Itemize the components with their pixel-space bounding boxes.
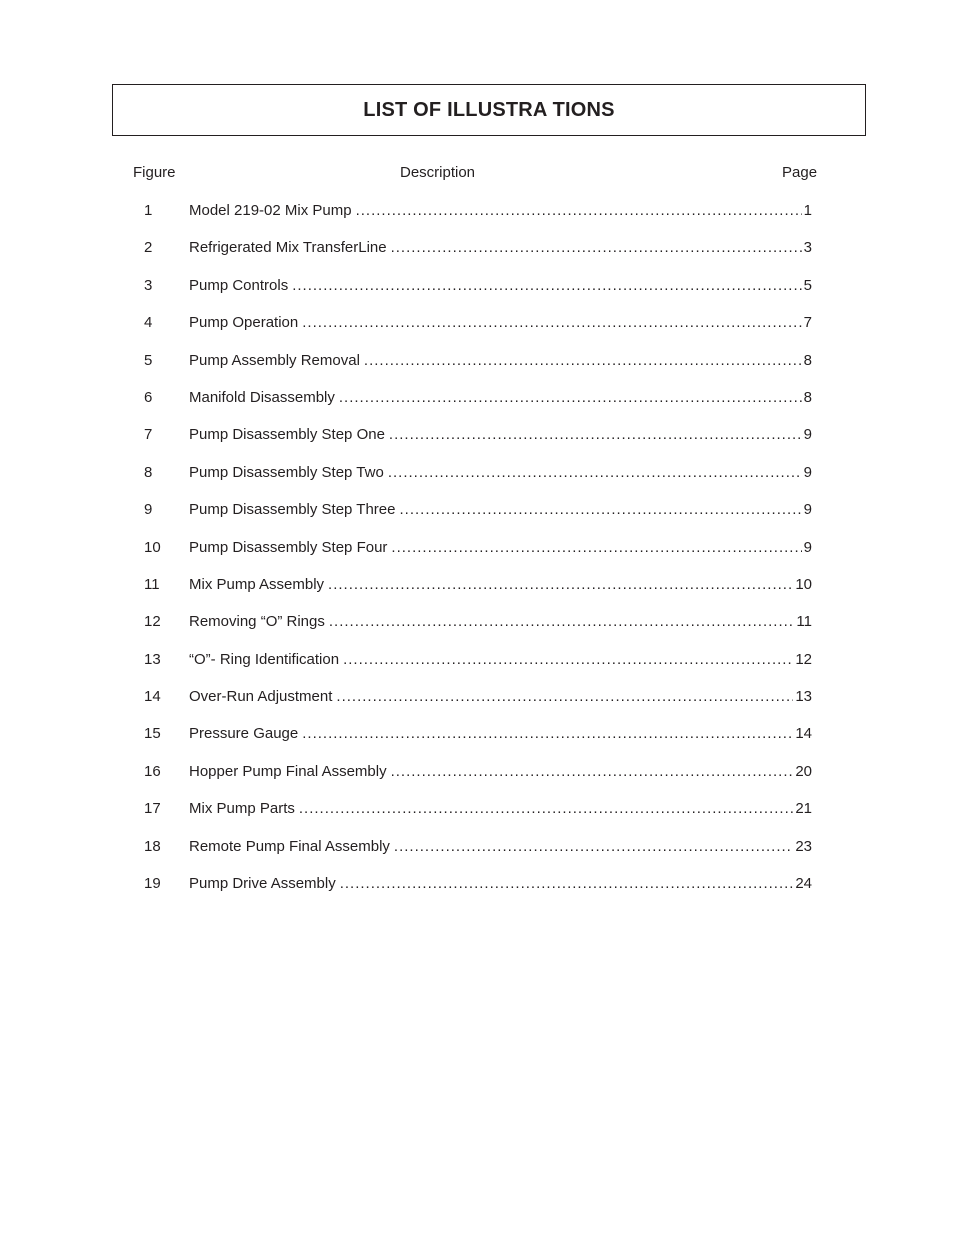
page-number: 7 bbox=[803, 314, 812, 332]
page-number: 5 bbox=[803, 276, 812, 294]
figure-description: Removing “O” Rings bbox=[189, 613, 325, 631]
figure-number: 8 bbox=[144, 463, 153, 481]
column-header-description: Description bbox=[400, 164, 476, 181]
page-number: 8 bbox=[803, 351, 812, 369]
figure-description: Mix Pump Parts bbox=[189, 800, 295, 818]
entry-line bbox=[189, 425, 812, 445]
figure-number: 15 bbox=[144, 725, 161, 743]
dot-leader bbox=[302, 313, 801, 333]
dot-leader bbox=[399, 500, 801, 520]
entry-line bbox=[189, 313, 812, 333]
figure-number: 12 bbox=[144, 613, 161, 631]
figure-number: 11 bbox=[144, 575, 160, 593]
dot-leader bbox=[391, 538, 801, 558]
figure-number: 13 bbox=[144, 650, 161, 668]
entry-line bbox=[189, 463, 812, 483]
dot-leader bbox=[391, 762, 794, 782]
entry-line bbox=[189, 538, 812, 558]
figure-number: 17 bbox=[144, 800, 161, 818]
page-number: 23 bbox=[795, 837, 812, 855]
list-item bbox=[0, 538, 954, 575]
dot-leader bbox=[328, 575, 793, 595]
list-item bbox=[0, 650, 954, 687]
list-item bbox=[0, 238, 954, 275]
page-number: 14 bbox=[795, 725, 812, 743]
figure-number: 18 bbox=[144, 837, 161, 855]
page-number: 21 bbox=[795, 800, 812, 818]
figure-description: Model 219-02 Mix Pump bbox=[189, 202, 352, 219]
dot-leader bbox=[299, 799, 793, 819]
page-number: 9 bbox=[803, 538, 812, 556]
list-item bbox=[0, 575, 954, 612]
figure-description: Pressure Gauge bbox=[189, 725, 299, 743]
list-item bbox=[0, 313, 954, 350]
list-item bbox=[0, 724, 954, 761]
illustration-list bbox=[0, 201, 954, 911]
dot-leader bbox=[391, 238, 802, 258]
dot-leader bbox=[302, 724, 793, 744]
figure-number: 5 bbox=[144, 351, 153, 369]
entry-line bbox=[189, 650, 812, 670]
entry-line bbox=[189, 837, 812, 857]
figure-number: 14 bbox=[144, 688, 161, 706]
list-item bbox=[0, 687, 954, 724]
page-number: 1 bbox=[803, 202, 812, 219]
entry-line bbox=[189, 762, 812, 782]
dot-leader bbox=[343, 650, 793, 670]
figure-number: 19 bbox=[144, 875, 161, 893]
dot-leader bbox=[364, 351, 802, 371]
entry-line bbox=[189, 724, 812, 744]
entry-line bbox=[189, 351, 812, 371]
figure-description: Pump Controls bbox=[189, 276, 289, 294]
list-item bbox=[0, 612, 954, 649]
figure-number: 16 bbox=[144, 762, 161, 780]
figure-description: Refrigerated Mix TransferLine bbox=[189, 239, 387, 257]
page-number: 20 bbox=[795, 762, 812, 780]
figure-number: 7 bbox=[144, 426, 153, 444]
entry-line bbox=[189, 276, 812, 296]
figure-description: Hopper Pump Final Assembly bbox=[189, 762, 387, 780]
figure-description: Over-Run Adjustment bbox=[189, 688, 333, 706]
page-number: 9 bbox=[803, 501, 812, 519]
entry-line bbox=[189, 687, 812, 707]
figure-description: Pump Disassembly Step Four bbox=[189, 538, 388, 556]
entry-line bbox=[189, 388, 812, 408]
dot-leader bbox=[394, 837, 793, 857]
dot-leader bbox=[329, 612, 795, 632]
list-item bbox=[0, 276, 954, 313]
dot-leader bbox=[339, 388, 802, 408]
figure-description: Mix Pump Assembly bbox=[189, 575, 325, 593]
list-item bbox=[0, 201, 954, 238]
column-header-page: Page bbox=[782, 164, 818, 181]
figure-description: Pump Operation bbox=[189, 314, 299, 332]
page-number: 9 bbox=[803, 426, 812, 444]
page-number: 13 bbox=[795, 688, 812, 706]
figure-number: 3 bbox=[144, 276, 153, 294]
figure-description: “O”- Ring Identification bbox=[189, 650, 340, 668]
dot-leader bbox=[388, 463, 802, 483]
page-number: 3 bbox=[803, 239, 812, 257]
entry-line bbox=[189, 612, 812, 632]
page-number: 10 bbox=[795, 575, 812, 593]
list-item bbox=[0, 425, 954, 462]
entry-line bbox=[189, 799, 812, 819]
figure-description: Pump Disassembly Step Three bbox=[189, 501, 396, 519]
list-item bbox=[0, 463, 954, 500]
figure-description: Pump Assembly Removal bbox=[189, 351, 360, 369]
page-number: 8 bbox=[803, 388, 812, 406]
list-item bbox=[0, 762, 954, 799]
list-item bbox=[0, 351, 954, 388]
list-item bbox=[0, 874, 954, 911]
list-item bbox=[0, 388, 954, 425]
entry-line bbox=[189, 500, 812, 520]
list-item bbox=[0, 799, 954, 836]
figure-description: Pump Disassembly Step Two bbox=[189, 463, 384, 481]
figure-description: Remote Pump Final Assembly bbox=[189, 837, 390, 855]
dot-leader bbox=[336, 687, 793, 707]
figure-number: 6 bbox=[144, 388, 153, 406]
figure-description: Pump Disassembly Step One bbox=[189, 426, 385, 444]
figure-description: Manifold Disassembly bbox=[189, 388, 335, 406]
page-number: 24 bbox=[795, 875, 812, 893]
page-number: 11 bbox=[796, 613, 812, 631]
figure-number: 4 bbox=[144, 314, 153, 332]
figure-number: 1 bbox=[144, 202, 153, 219]
title-box bbox=[112, 84, 866, 136]
dot-leader bbox=[389, 425, 802, 445]
page-number: 12 bbox=[795, 650, 812, 668]
dot-leader bbox=[340, 874, 794, 894]
figure-number: 2 bbox=[144, 239, 153, 257]
entry-line bbox=[189, 874, 812, 894]
entry-line bbox=[189, 575, 812, 595]
entry-line bbox=[189, 238, 812, 258]
page-title: LIST OF ILLUSTRA TIONS bbox=[363, 98, 615, 121]
figure-number: 10 bbox=[144, 538, 161, 556]
figure-description: Pump Drive Assembly bbox=[189, 875, 336, 893]
figure-number: 9 bbox=[144, 501, 153, 519]
list-item bbox=[0, 500, 954, 537]
page-number: 9 bbox=[803, 463, 812, 481]
column-header-figure: Figure bbox=[133, 164, 176, 181]
list-item bbox=[0, 837, 954, 874]
dot-leader bbox=[292, 276, 801, 296]
entry-line bbox=[189, 201, 812, 221]
dot-leader bbox=[356, 201, 802, 221]
